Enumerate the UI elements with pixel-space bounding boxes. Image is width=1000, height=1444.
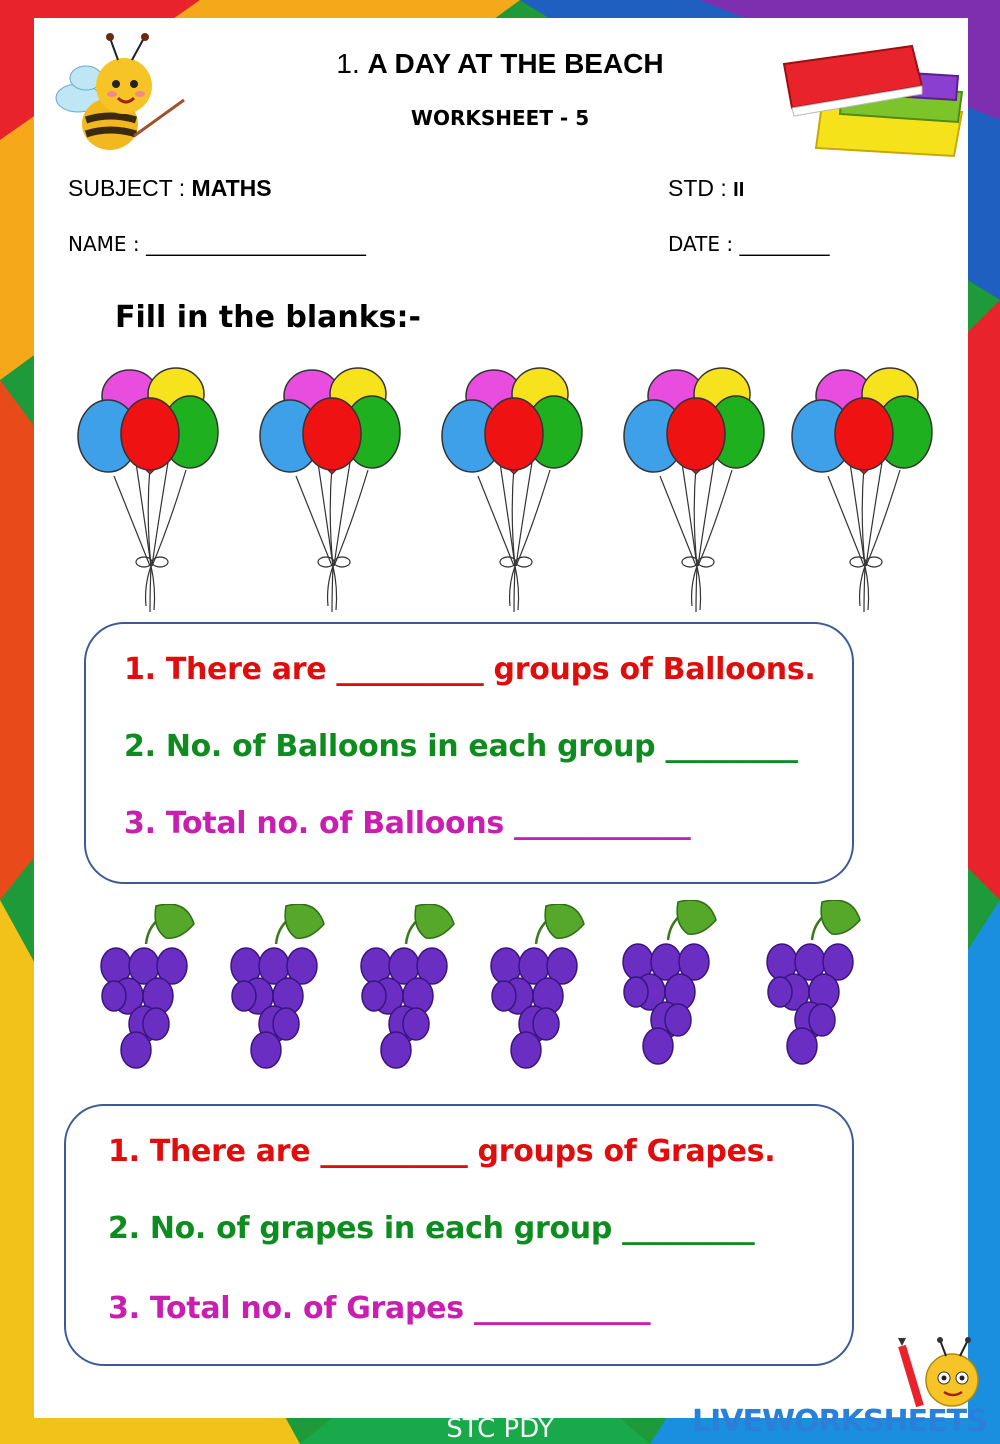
subject-line (68, 175, 272, 202)
title-number: 1. (336, 48, 360, 79)
subject-value: MATHS (191, 175, 272, 201)
balloon-bunch-icon (256, 366, 404, 616)
grape-question-2[interactable]: 2. No. of grapes in each group _________ (108, 1211, 755, 1246)
liveworksheets-brand[interactable]: LIVEWORKSHEETS (692, 1404, 987, 1439)
balloon-bunch-icon (74, 366, 222, 616)
grape-groups (0, 900, 1000, 1072)
balloon-groups (0, 366, 1000, 618)
balloon-question-3[interactable]: 3. Total no. of Balloons ____________ (124, 806, 691, 841)
grape-bunch-icon (486, 904, 590, 1072)
title-text: A DAY AT THE BEACH (367, 48, 664, 79)
balloon-bunch-icon (620, 366, 768, 616)
worksheet-subtitle: WORKSHEET - 5 (410, 106, 590, 130)
instruction-heading: Fill in the blanks:- (115, 300, 421, 335)
grape-question-1[interactable]: 1. There are __________ groups of Grapes. (108, 1134, 776, 1169)
std-label: STD : (668, 175, 727, 201)
balloon-bunch-icon (438, 366, 586, 616)
grape-question-3[interactable]: 3. Total no. of Grapes ____________ (108, 1291, 651, 1326)
grape-bunch-icon (618, 900, 722, 1068)
worksheet-title (0, 48, 1000, 80)
balloon-question-2[interactable]: 2. No. of Balloons in each group _________ (124, 729, 798, 764)
grape-bunch-icon (226, 904, 330, 1072)
date-field[interactable]: DATE : _________ (668, 232, 830, 256)
subject-label: SUBJECT : (68, 175, 186, 201)
grape-bunch-icon (356, 904, 460, 1072)
footer-text: STC PDY (446, 1414, 554, 1444)
grape-bunch-icon (762, 900, 866, 1068)
grape-bunch-icon (96, 904, 200, 1072)
balloon-bunch-icon (788, 366, 936, 616)
std-line (668, 175, 744, 202)
name-field[interactable]: NAME : ______________________ (68, 232, 366, 256)
std-value: II (733, 179, 745, 201)
balloon-question-1[interactable]: 1. There are __________ groups of Balloons. (124, 652, 816, 687)
